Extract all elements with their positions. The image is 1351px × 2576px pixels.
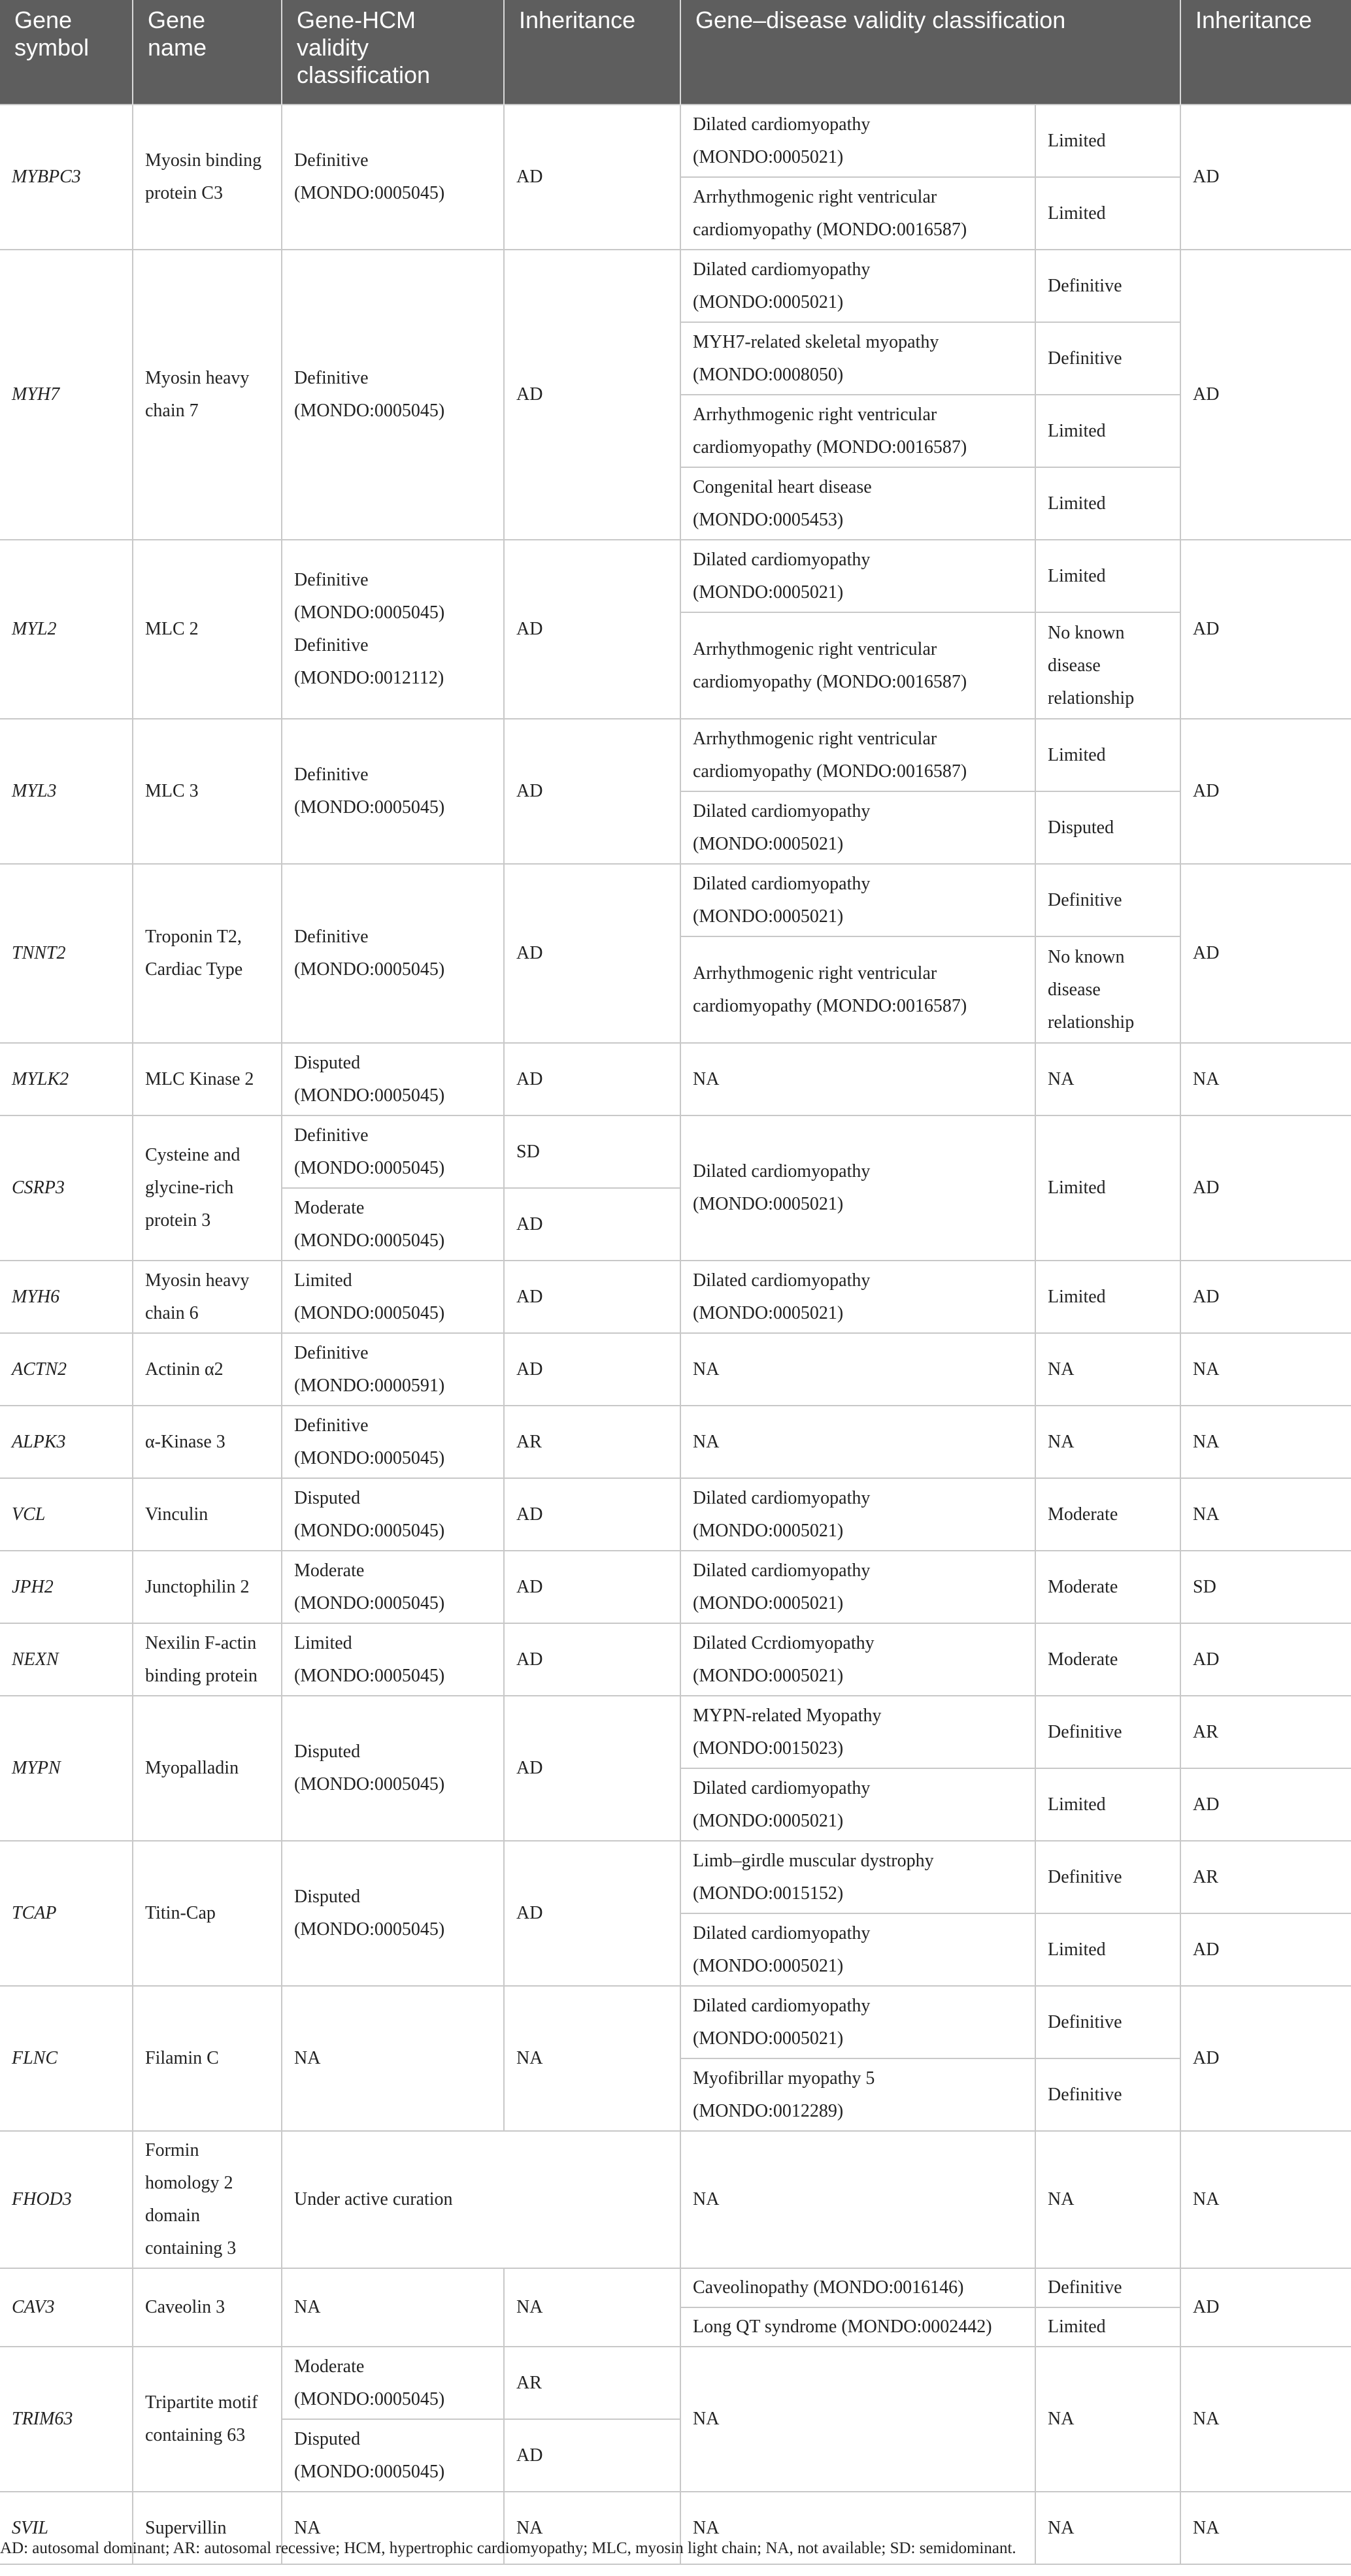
table-footnote: AD: autosomal dominant; AR: autosomal recessive; HCM, hypertrophic cardiomyopathy; MLC, myosin light chain; NA, not available; SD: semidominant. — [0, 2539, 1016, 2557]
header-gene-symbol: Gene symbol — [0, 0, 133, 105]
table-row — [0, 2131, 1351, 2268]
disease-inheritance-cell: SD — [1180, 1551, 1351, 1623]
disease-cell: NA — [680, 1406, 1035, 1478]
disease-classification-cell: Limited — [1035, 467, 1180, 540]
hcm-validity-cell: Definitive (MONDO:0000591) — [282, 1333, 504, 1406]
disease-cell: Dilated cardiomyopathy (MONDO:0005021) — [680, 1986, 1035, 2058]
disease-classification-cell: Limited — [1035, 1115, 1180, 1261]
hcm-validity-cell: Definitive (MONDO:0005045) — [282, 864, 504, 1043]
disease-classification-cell: NA — [1035, 1333, 1180, 1406]
table-row — [0, 1551, 1351, 1623]
hcm-validity-cell: Disputed (MONDO:0005045) — [282, 1478, 504, 1551]
disease-inheritance-cell: AD — [1180, 250, 1351, 540]
disease-classification-cell: Limited — [1035, 105, 1180, 177]
hcm-inheritance-cell: AD — [504, 1188, 680, 1261]
table-row — [0, 1333, 1351, 1406]
hcm-inheritance-cell: AD — [504, 1043, 680, 1115]
disease-inheritance-cell: AR — [1180, 1841, 1351, 1913]
disease-cell: Arrhythmogenic right ventricular cardiomyopathy (MONDO:0016587) — [680, 177, 1035, 250]
hcm-inheritance-cell: AD — [504, 250, 680, 540]
hcm-inheritance-cell: NA — [504, 2268, 680, 2347]
table-row — [0, 2347, 1351, 2419]
hcm-validity-cell: Definitive (MONDO:0005045) — [282, 1115, 504, 1188]
disease-inheritance-cell: NA — [1180, 2347, 1351, 2492]
hcm-inheritance-cell: AR — [504, 2347, 680, 2419]
table-row — [0, 1406, 1351, 1478]
gene-symbol-cell: TCAP — [0, 1841, 133, 1986]
disease-cell: Arrhythmogenic right ventricular cardiomyopathy (MONDO:0016587) — [680, 395, 1035, 467]
hcm-inheritance-cell: AD — [504, 1551, 680, 1623]
hcm-inheritance-cell: NA — [504, 1986, 680, 2131]
disease-classification-cell: Limited — [1035, 2307, 1180, 2347]
gene-name-cell: Titin-Cap — [133, 1841, 282, 1986]
header-disease-validity: Gene–disease validity classification — [680, 0, 1180, 105]
disease-inheritance-cell: NA — [1180, 1333, 1351, 1406]
table-row — [0, 719, 1351, 791]
hcm-inheritance-cell: AD — [504, 1478, 680, 1551]
gene-name-cell: Troponin T2, Cardiac Type — [133, 864, 282, 1043]
disease-cell: NA — [680, 1043, 1035, 1115]
disease-inheritance-cell: AR — [1180, 1696, 1351, 1768]
table-row — [0, 1696, 1351, 1768]
disease-classification-cell: Limited — [1035, 177, 1180, 250]
table-row — [0, 540, 1351, 612]
gene-symbol-cell: ALPK3 — [0, 1406, 133, 1478]
header-hcm-validity: Gene-HCM validity classification — [282, 0, 504, 105]
disease-inheritance-cell: AD — [1180, 864, 1351, 1043]
hcm-validity-cell: NA — [282, 1986, 504, 2131]
disease-classification-cell: Limited — [1035, 719, 1180, 791]
disease-cell: MYPN-related Myopathy (MONDO:0015023) — [680, 1696, 1035, 1768]
header-disease-inheritance: Inheritance — [1180, 0, 1351, 105]
header-hcm-inheritance: Inheritance — [504, 0, 680, 105]
gene-name-cell: MLC 2 — [133, 540, 282, 719]
hcm-inheritance-cell: SD — [504, 1115, 680, 1188]
hcm-validity-cell: Moderate (MONDO:0005045) — [282, 1551, 504, 1623]
disease-cell: Dilated Ccrdiomyopathy (MONDO:0005021) — [680, 1623, 1035, 1696]
disease-classification-cell: Definitive — [1035, 864, 1180, 936]
disease-classification-cell: Definitive — [1035, 322, 1180, 395]
disease-classification-cell: NA — [1035, 2131, 1180, 2268]
gene-name-cell: Myosin heavy chain 7 — [133, 250, 282, 540]
disease-cell: Dilated cardiomyopathy (MONDO:0005021) — [680, 1261, 1035, 1333]
hcm-inheritance-cell: AR — [504, 1406, 680, 1478]
gene-symbol-cell: NEXN — [0, 1623, 133, 1696]
disease-classification-cell: Limited — [1035, 395, 1180, 467]
disease-inheritance-cell: AD — [1180, 2268, 1351, 2347]
gene-symbol-cell: TRIM63 — [0, 2347, 133, 2492]
disease-cell: Dilated cardiomyopathy (MONDO:0005021) — [680, 105, 1035, 177]
table-row — [0, 864, 1351, 936]
gene-name-cell: Filamin C — [133, 1986, 282, 2131]
disease-classification-cell: No known disease relationship — [1035, 612, 1180, 719]
gene-name-cell: Caveolin 3 — [133, 2268, 282, 2347]
gene-symbol-cell: SVIL — [0, 2492, 133, 2564]
disease-classification-cell: Disputed — [1035, 791, 1180, 864]
hcm-validity-cell: Definitive (MONDO:0005045) — [282, 105, 504, 250]
disease-cell: Dilated cardiomyopathy (MONDO:0005021) — [680, 864, 1035, 936]
disease-cell: NA — [680, 2347, 1035, 2492]
disease-classification-cell: NA — [1035, 1043, 1180, 1115]
disease-inheritance-cell: AD — [1180, 105, 1351, 250]
gene-name-cell: Tripartite motif containing 63 — [133, 2347, 282, 2492]
disease-cell: NA — [680, 1333, 1035, 1406]
disease-classification-cell: Moderate — [1035, 1478, 1180, 1551]
disease-classification-cell: Definitive — [1035, 2268, 1180, 2307]
gene-name-cell: Junctophilin 2 — [133, 1551, 282, 1623]
gene-name-cell: MLC 3 — [133, 719, 282, 864]
disease-cell: Dilated cardiomyopathy (MONDO:0005021) — [680, 1551, 1035, 1623]
disease-cell: Caveolinopathy (MONDO:0016146) — [680, 2268, 1035, 2307]
disease-cell: Dilated cardiomyopathy (MONDO:0005021) — [680, 250, 1035, 322]
gene-symbol-cell: MYPN — [0, 1696, 133, 1841]
gene-symbol-cell: VCL — [0, 1478, 133, 1551]
gene-symbol-cell: MYBPC3 — [0, 105, 133, 250]
disease-inheritance-cell: AD — [1180, 540, 1351, 719]
gene-symbol-cell: MYLK2 — [0, 1043, 133, 1115]
disease-inheritance-cell: AD — [1180, 719, 1351, 864]
hcm-inheritance-cell: AD — [504, 540, 680, 719]
disease-classification-cell: NA — [1035, 2347, 1180, 2492]
disease-classification-cell: Limited — [1035, 1768, 1180, 1841]
table-row — [0, 2268, 1351, 2307]
hcm-validity-cell: Definitive (MONDO:0005045) — [282, 250, 504, 540]
disease-cell: NA — [680, 2492, 1035, 2564]
disease-inheritance-cell: NA — [1180, 2131, 1351, 2268]
disease-inheritance-cell: AD — [1180, 1115, 1351, 1261]
gene-name-cell: Nexilin F-actin binding protein — [133, 1623, 282, 1696]
hcm-validity-cell: Definitive (MONDO:0005045) Definitive (MONDO:0012112) — [282, 540, 504, 719]
disease-inheritance-cell: AD — [1180, 1768, 1351, 1841]
gene-name-cell: Actinin α2 — [133, 1333, 282, 1406]
gene-symbol-cell: JPH2 — [0, 1551, 133, 1623]
gene-name-cell: Supervillin — [133, 2492, 282, 2564]
disease-inheritance-cell: AD — [1180, 1623, 1351, 1696]
header-gene-name: Gene name — [133, 0, 282, 105]
hcm-inheritance-cell: AD — [504, 1623, 680, 1696]
disease-classification-cell: NA — [1035, 1406, 1180, 1478]
hcm-inheritance-cell: AD — [504, 1261, 680, 1333]
disease-classification-cell: Definitive — [1035, 2058, 1180, 2131]
table-row — [0, 1043, 1351, 1115]
hcm-validity-cell: NA — [282, 2268, 504, 2347]
disease-inheritance-cell: AD — [1180, 1261, 1351, 1333]
hcm-validity-cell: Disputed (MONDO:0005045) — [282, 1696, 504, 1841]
table-row — [0, 1115, 1351, 1188]
gene-name-cell: Vinculin — [133, 1478, 282, 1551]
gene-name-cell: Myopalladin — [133, 1696, 282, 1841]
disease-cell: Long QT syndrome (MONDO:0002442) — [680, 2307, 1035, 2347]
table-row — [0, 1623, 1351, 1696]
disease-inheritance-cell: NA — [1180, 1478, 1351, 1551]
disease-cell: MYH7-related skeletal myopathy (MONDO:0008050) — [680, 322, 1035, 395]
hcm-validity-cell: Moderate (MONDO:0005045) — [282, 2347, 504, 2419]
disease-cell: NA — [680, 2131, 1035, 2268]
disease-classification-cell: Moderate — [1035, 1623, 1180, 1696]
hcm-validity-cell: Under active curation — [282, 2131, 680, 2268]
hcm-validity-cell: Definitive (MONDO:0005045) — [282, 1406, 504, 1478]
gene-symbol-cell: MYL3 — [0, 719, 133, 864]
hcm-inheritance-cell: AD — [504, 1696, 680, 1841]
disease-inheritance-cell: AD — [1180, 1986, 1351, 2131]
hcm-inheritance-cell: AD — [504, 864, 680, 1043]
hcm-inheritance-cell: AD — [504, 105, 680, 250]
gene-symbol-cell: MYH7 — [0, 250, 133, 540]
disease-inheritance-cell: NA — [1180, 1406, 1351, 1478]
gene-symbol-cell: CSRP3 — [0, 1115, 133, 1261]
disease-cell: Dilated cardiomyopathy (MONDO:0005021) — [680, 540, 1035, 612]
disease-inheritance-cell: NA — [1180, 2492, 1351, 2564]
hcm-inheritance-cell: AD — [504, 1841, 680, 1986]
hcm-inheritance-cell: NA — [504, 2492, 680, 2564]
disease-cell: Dilated cardiomyopathy (MONDO:0005021) — [680, 1913, 1035, 1986]
header-row — [0, 0, 1351, 105]
gene-symbol-cell: ACTN2 — [0, 1333, 133, 1406]
gene-name-cell: Cysteine and glycine-rich protein 3 — [133, 1115, 282, 1261]
disease-classification-cell: Limited — [1035, 1913, 1180, 1986]
disease-classification-cell: Limited — [1035, 1261, 1180, 1333]
table-row — [0, 1478, 1351, 1551]
disease-classification-cell: No known disease relationship — [1035, 936, 1180, 1043]
gene-name-cell: Formin homology 2 domain containing 3 — [133, 2131, 282, 2268]
disease-cell: Dilated cardiomyopathy (MONDO:0005021) — [680, 1478, 1035, 1551]
hcm-inheritance-cell: AD — [504, 2419, 680, 2492]
gene-symbol-cell: MYH6 — [0, 1261, 133, 1333]
disease-cell: Limb–girdle muscular dystrophy (MONDO:0015152) — [680, 1841, 1035, 1913]
gene-symbol-cell: MYL2 — [0, 540, 133, 719]
gene-symbol-cell: FHOD3 — [0, 2131, 133, 2268]
hcm-validity-cell: Limited (MONDO:0005045) — [282, 1261, 504, 1333]
table-row — [0, 1841, 1351, 1913]
disease-cell: Arrhythmogenic right ventricular cardiomyopathy (MONDO:0016587) — [680, 719, 1035, 791]
disease-classification-cell: Limited — [1035, 540, 1180, 612]
disease-classification-cell: Definitive — [1035, 1986, 1180, 2058]
hcm-validity-cell: Definitive (MONDO:0005045) — [282, 719, 504, 864]
table-row — [0, 1261, 1351, 1333]
gene-name-cell: Myosin binding protein C3 — [133, 105, 282, 250]
disease-classification-cell: Moderate — [1035, 1551, 1180, 1623]
hcm-validity-cell: NA — [282, 2492, 504, 2564]
disease-cell: Dilated cardiomyopathy (MONDO:0005021) — [680, 1115, 1035, 1261]
disease-cell: Dilated cardiomyopathy (MONDO:0005021) — [680, 1768, 1035, 1841]
hcm-inheritance-cell: AD — [504, 1333, 680, 1406]
disease-inheritance-cell: AD — [1180, 1913, 1351, 1986]
gene-name-cell: Myosin heavy chain 6 — [133, 1261, 282, 1333]
disease-cell: Arrhythmogenic right ventricular cardiomyopathy (MONDO:0016587) — [680, 936, 1035, 1043]
table-row — [0, 1986, 1351, 2058]
hcm-validity-cell: Disputed (MONDO:0005045) — [282, 2419, 504, 2492]
table-row — [0, 250, 1351, 322]
disease-classification-cell: Definitive — [1035, 1696, 1180, 1768]
gene-name-cell: MLC Kinase 2 — [133, 1043, 282, 1115]
disease-classification-cell: NA — [1035, 2492, 1180, 2564]
disease-cell: Congenital heart disease (MONDO:0005453) — [680, 467, 1035, 540]
gene-name-cell: α-Kinase 3 — [133, 1406, 282, 1478]
hcm-validity-cell: Disputed (MONDO:0005045) — [282, 1841, 504, 1986]
disease-inheritance-cell: NA — [1180, 1043, 1351, 1115]
hcm-inheritance-cell: AD — [504, 719, 680, 864]
disease-cell: Arrhythmogenic right ventricular cardiomyopathy (MONDO:0016587) — [680, 612, 1035, 719]
hcm-validity-cell: Limited (MONDO:0005045) — [282, 1623, 504, 1696]
gene-symbol-cell: CAV3 — [0, 2268, 133, 2347]
table-row — [0, 105, 1351, 177]
disease-classification-cell: Definitive — [1035, 1841, 1180, 1913]
disease-cell: Dilated cardiomyopathy (MONDO:0005021) — [680, 791, 1035, 864]
disease-cell: Myofibrillar myopathy 5 (MONDO:0012289) — [680, 2058, 1035, 2131]
gene-symbol-cell: TNNT2 — [0, 864, 133, 1043]
hcm-validity-cell: Disputed (MONDO:0005045) — [282, 1043, 504, 1115]
gene-symbol-cell: FLNC — [0, 1986, 133, 2131]
disease-classification-cell: Definitive — [1035, 250, 1180, 322]
hcm-validity-cell: Moderate (MONDO:0005045) — [282, 1188, 504, 1261]
